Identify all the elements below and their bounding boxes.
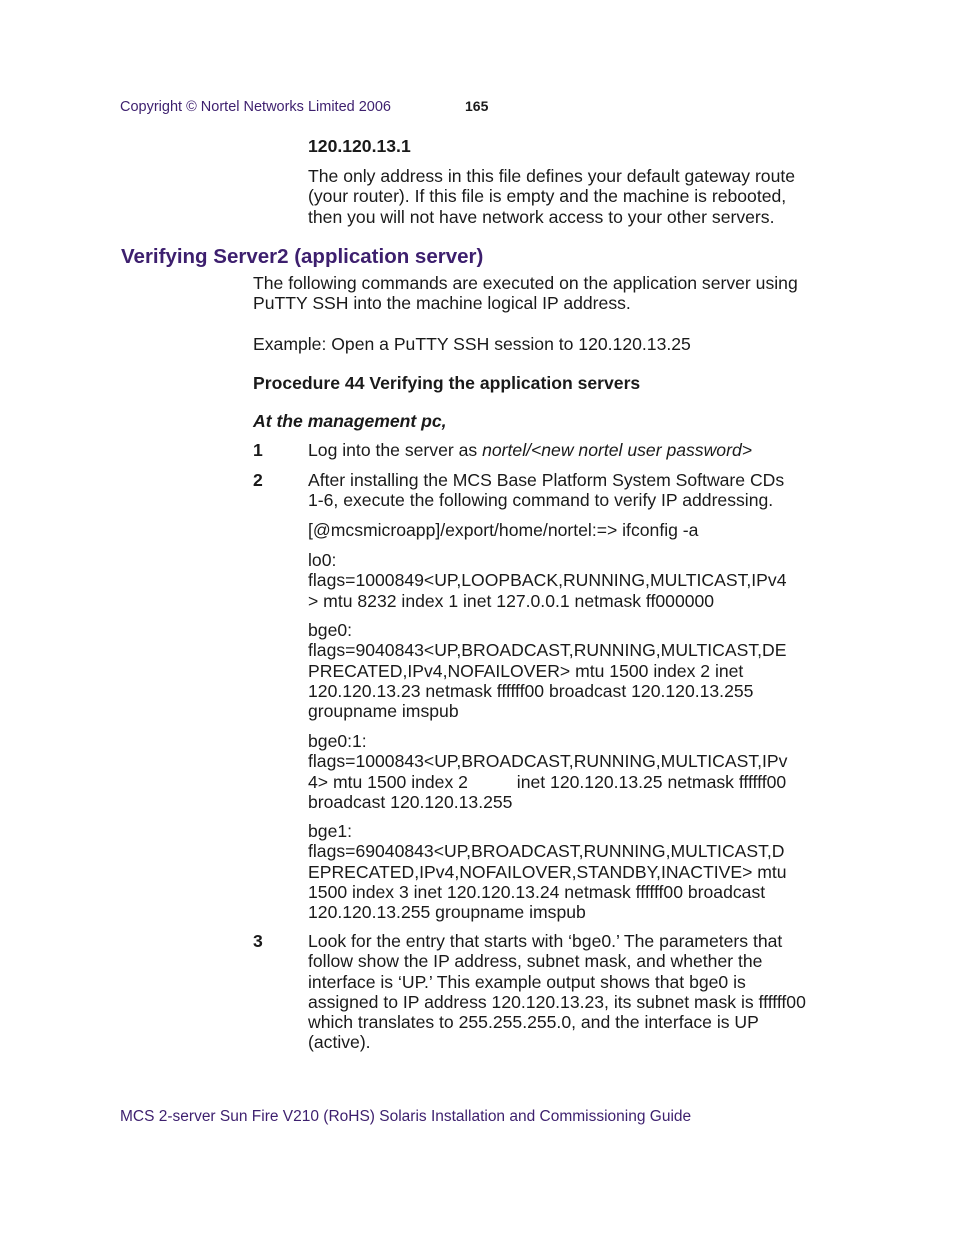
step-number: 2: [253, 470, 263, 490]
step-1-prefix: Log into the server as: [308, 440, 483, 460]
header-copyright: Copyright © Nortel Networks Limited 2006: [120, 99, 391, 115]
output-block-lo0: [308, 550, 848, 611]
step-1-credentials: nortel/<new nortel user password>: [482, 440, 753, 460]
output-block-bge0: [308, 620, 848, 721]
output-line: 1500 index 3 inet 120.120.13.24 netmask ffffff00 broadcast: [308, 881, 766, 902]
step-2-text: [308, 470, 848, 511]
step-3-line: which translates to 255.255.255.0, and the interface is UP: [308, 1012, 759, 1033]
gateway-description-line: then you will not have network access to your other servers.: [308, 206, 775, 227]
step-3-line: assigned to IP address 120.120.13.23, its subnet mask is ffffff00: [308, 991, 806, 1012]
output-line: flags=1000843<UP,BROADCAST,RUNNING,MULTICAST,IPv: [308, 751, 788, 772]
gateway-description-line: (your router). If this file is empty and the machine is rebooted,: [308, 186, 787, 207]
step-3-line: (active).: [308, 1032, 371, 1053]
step-2-line: 1-6, execute the following command to verify IP addressing.: [308, 490, 774, 511]
step-number: 3: [253, 931, 263, 951]
step-3-line: follow show the IP address, subnet mask, and whether the: [308, 951, 763, 972]
procedure-title: Procedure 44 Verifying the application servers: [253, 373, 641, 393]
step-2-line: After installing the MCS Base Platform System Software CDs: [308, 470, 785, 490]
page-number: 165: [465, 98, 489, 114]
step-3-line: Look for the entry that starts with ‘bge0.’ The parameters that: [308, 931, 783, 951]
footer-guide-title: MCS 2-server Sun Fire V210 (RoHS) Solaris Installation and Commissioning Guide: [120, 1108, 692, 1125]
location-label: At the management pc,: [253, 411, 447, 431]
step-3-line: interface is ‘UP.’ This example output shows that bge0 is: [308, 971, 746, 992]
output-line: broadcast 120.120.13.255: [308, 791, 513, 812]
output-block-bge1: [308, 821, 848, 922]
output-line: 4> mtu 1500 index 2 inet 120.120.13.25 netmask ffffff00: [308, 771, 787, 792]
section-intro-line: The following commands are executed on the application server using: [253, 273, 798, 293]
output-line: lo0:: [308, 550, 337, 570]
section-intro: [253, 273, 853, 314]
section-intro-line: PuTTY SSH into the machine logical IP address.: [253, 293, 631, 314]
output-line: bge0:: [308, 620, 353, 640]
output-line: bge1:: [308, 821, 353, 841]
output-line: 120.120.13.23 netmask ffffff00 broadcast 120.120.13.255: [308, 680, 754, 701]
gateway-address: 120.120.13.1: [308, 136, 411, 156]
section-heading: Verifying Server2 (application server): [121, 245, 484, 268]
output-line: flags=9040843<UP,BROADCAST,RUNNING,MULTICAST,DE: [308, 640, 787, 661]
output-line: bge0:1:: [308, 731, 367, 751]
output-line: > mtu 8232 index 1 inet 127.0.0.1 netmask ff000000: [308, 590, 715, 611]
output-block-bge0-1: [308, 731, 848, 812]
output-line: groupname imspub: [308, 701, 459, 722]
output-line: flags=69040843<UP,BROADCAST,RUNNING,MULTICAST,D: [308, 841, 785, 862]
output-line: 120.120.13.255 groupname imspub: [308, 902, 586, 923]
gateway-description: [308, 166, 848, 227]
command-line: [@mcsmicroapp]/export/home/nortel:=> ifconfig -a: [308, 520, 699, 540]
example-text: Example: Open a PuTTY SSH session to 120.120.13.25: [253, 334, 691, 354]
step-3-text: [308, 931, 853, 1053]
output-line: EPRECATED,IPv4,NOFAILOVER,STANDBY,INACTIVE> mtu: [308, 861, 787, 882]
output-line: PRECATED,IPv4,NOFAILOVER> mtu 1500 index 2 inet: [308, 660, 744, 681]
gateway-description-line: The only address in this file defines your default gateway route: [308, 166, 796, 186]
output-line: flags=1000849<UP,LOOPBACK,RUNNING,MULTICAST,IPv4: [308, 570, 787, 591]
step-number: 1: [253, 440, 263, 460]
step-1-text: [308, 440, 752, 460]
